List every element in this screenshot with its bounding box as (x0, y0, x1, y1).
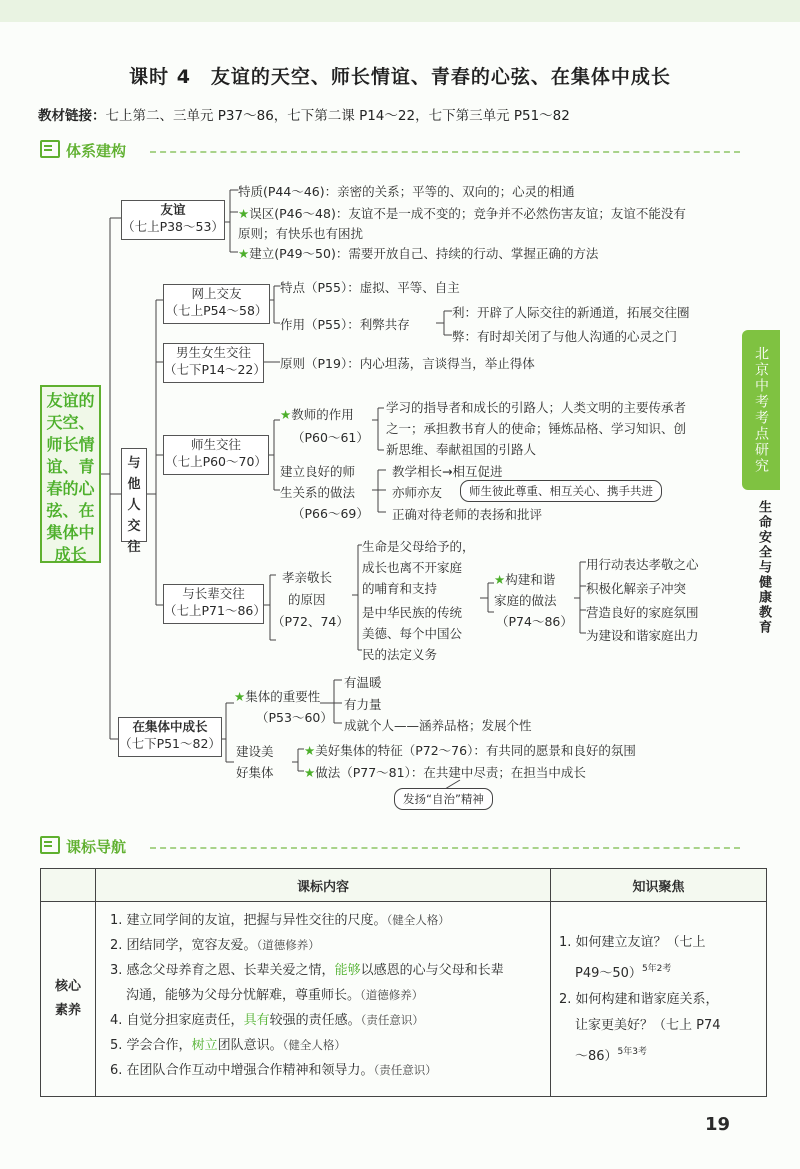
section-divider (150, 847, 740, 849)
table-corner (41, 869, 96, 902)
exam-frequency-badge: 5年3考 (617, 1047, 647, 1057)
elder-reason-b3: 民的法定义务 (362, 647, 438, 662)
standard-list (102, 908, 544, 1083)
harmony-1-text: 构建和谐 (505, 572, 556, 587)
item-tag: （健全人格） (386, 913, 450, 927)
elder-reason-b2: 美德、每个中国公 (362, 626, 463, 641)
group-node (118, 717, 222, 757)
gender-principle: 原则（P19）：内心坦荡，言谈得当，举止得体 (280, 356, 535, 371)
item-text: 建立同学间的友谊，把握与异性交往的尺度。 (126, 913, 387, 928)
group-build-practice (304, 763, 586, 781)
friendship-ref: （七上P38～53） (122, 219, 224, 234)
friendship-title: 友谊 (160, 202, 186, 217)
teacher-rel-1: 建立良好的师 (280, 464, 356, 479)
col-header-focus: 知识聚焦 (551, 869, 767, 902)
star-icon: ★ (238, 246, 250, 261)
textbook-link-text: 七上第二、三单元 P37～86，七下第二课 P14～22，七下第三单元 P51～82 (105, 108, 570, 124)
item-tag: （健全人格） (282, 1038, 346, 1052)
focus-item-1 (559, 930, 760, 987)
elder-ref: （七上P71～86） (164, 603, 266, 618)
item-number: 6. (110, 1063, 123, 1078)
item-number: 1. (110, 913, 123, 928)
item-tag: （责任意识） (373, 1063, 437, 1077)
group-title: 在集体中成长 (132, 719, 208, 734)
group-ref: （七下P51～82） (119, 736, 221, 751)
item-text: 自觉分担家庭责任， (126, 1013, 244, 1028)
item-number: 2. (110, 938, 123, 953)
teacher-title: 师生交往 (190, 437, 241, 452)
item-text: 团结同学，宽容友爱。 (126, 938, 257, 953)
focus-question-cont-2 (559, 1039, 760, 1070)
group-build-feature (304, 741, 636, 759)
item-tag: （责任意识） (360, 1013, 424, 1027)
list-item (110, 1008, 544, 1033)
item-text-cont: 团队意识。 (217, 1038, 283, 1053)
elder-reason-a3: 的哺育和支持 (362, 581, 438, 596)
harmony-1 (494, 570, 555, 588)
item-text-cont: 较强的责任感。 (269, 1013, 361, 1028)
group-build-feature-text: 美好集体的特征（P72～76）：有共同的愿景和良好的氛围 (315, 743, 636, 758)
teacher-rel-ref: （P66～69） (292, 506, 369, 521)
gender-ref: （七下P14～22） (164, 362, 266, 377)
group-build-2: 好集体 (236, 765, 274, 780)
section-title: 课标导航 (66, 838, 127, 856)
focus-ref: ～86） (575, 1049, 618, 1064)
item-highlight: 能够 (334, 963, 361, 978)
list-item (110, 933, 544, 958)
page-number: 19 (704, 1114, 730, 1135)
online-effect: 作用（P55）：利弊共存 (280, 317, 410, 332)
elder-reason-ref: （P72、74） (272, 614, 349, 629)
item-text: 学会合作， (126, 1038, 192, 1053)
group-spirit-note: 发扬“自治”精神 (394, 788, 493, 810)
harmony-practice-1: 用行动表达孝敬之心 (586, 557, 699, 572)
list-item (110, 908, 544, 933)
item-tag: （道德修养） (360, 988, 424, 1002)
standard-content-cell (96, 902, 551, 1097)
harmony-practice-3: 营造良好的家庭氛围 (586, 605, 699, 620)
teacher-ref: （七上P60～70） (165, 454, 267, 469)
gender-node (163, 343, 264, 383)
harmony-practice-2: 积极化解亲子冲突 (586, 581, 687, 596)
star-icon: ★ (280, 407, 292, 422)
elder-reason-b1: 是中华民族的传统 (362, 605, 463, 620)
online-feature: 特点（P55）：虚拟、平等、自主 (280, 280, 460, 295)
group-imp-2: 有力量 (344, 697, 382, 712)
teacher-method-3: 正确对待老师的表扬和批评 (392, 507, 543, 522)
item-number: 5. (110, 1038, 123, 1053)
friendship-build (238, 244, 598, 262)
elder-reason-2: 的原因 (288, 592, 326, 607)
online-title: 网上交友 (191, 286, 242, 301)
section-header-standard (40, 836, 126, 857)
section-title: 体系建构 (66, 142, 127, 160)
gender-title: 男生女生交往 (175, 345, 251, 360)
list-item (110, 1033, 544, 1058)
online-pro: 利：开辟了人际交往的新通道，拓展交往圈 (452, 305, 690, 320)
teacher-role-ref: （P60～61） (292, 430, 369, 445)
teacher-role-desc-1: 学习的指导者和成长的引路人；人类文明的主要传承者 (386, 400, 687, 415)
item-number: 4. (110, 1013, 123, 1028)
page-title: 课时 4 友谊的天空、师长情谊、青春的心弦、在集体中成长 (129, 66, 671, 88)
item-tag: （道德修养） (256, 938, 320, 952)
friendship-trait: 特质(P44～46)：亲密的关系；平等的、双向的；心灵的相通 (238, 184, 575, 199)
sidebar-tab-exam-research[interactable]: 北京中考考点研究 (742, 330, 780, 490)
star-icon: ★ (494, 572, 506, 587)
teacher-method-1: 教学相长→相互促进 (392, 464, 503, 479)
teacher-role-desc-3: 新思维、奉献祖国的引路人 (386, 442, 537, 457)
online-friends-node (163, 284, 270, 324)
star-icon: ★ (234, 689, 246, 704)
star-icon: ★ (304, 765, 316, 780)
elder-node (163, 584, 264, 624)
item-number: 3. (110, 963, 123, 978)
list-item (110, 1058, 544, 1083)
teacher-method-2: 亦师亦友 (392, 485, 443, 500)
knowledge-focus-cell (551, 902, 767, 1097)
focus-item-2 (559, 987, 760, 1070)
elder-title: 与长辈交往 (182, 586, 245, 601)
curriculum-table (40, 868, 767, 1097)
teacher-rel-2: 生关系的做法 (280, 485, 356, 500)
friendship-node (121, 200, 225, 240)
teacher-method-note: 师生彼此尊重、相互关心、携手共进 (460, 480, 662, 502)
online-con: 弊：有时却关闭了与他人沟通的心灵之门 (452, 329, 678, 344)
sidebar-subject-label: 生命安全与健康教育 (756, 500, 771, 635)
friendship-misconception (238, 204, 686, 222)
item-text-cont: 以感恩的心与父母和长辈 (360, 963, 504, 978)
item-text: 感念父母养育之恩、长辈关爱之情， (126, 963, 335, 978)
group-imp-3: 成就个人——涵养品格；发展个性 (344, 718, 532, 733)
list-item (110, 983, 544, 1008)
group-imp-1: 有温暖 (344, 675, 382, 690)
teacher-role-desc-2: 之一；承担教书育人的使命；锤炼品格、学习知识、创 (386, 421, 687, 436)
group-build-practice-text: 做法（P77～81）：在共建中尽责；在担当中成长 (315, 765, 586, 780)
col-header-content: 课标内容 (96, 869, 551, 902)
friendship-build-text: 建立(P49～50)：需要开放自己、持续的行动、掌握正确的方法 (249, 246, 599, 261)
elder-reason-a2: 成长也离不开家庭 (362, 560, 463, 575)
harmony-2: 家庭的做法 (494, 593, 557, 608)
textbook-link-label: 教材链接： (38, 108, 106, 124)
list-item (110, 958, 544, 983)
with-others-node: 与他人交往 (121, 448, 147, 542)
focus-question: 1. 如何建立友谊？（七上 (559, 935, 706, 950)
group-build-1: 建设美 (236, 744, 274, 759)
group-importance-ref: （P53～60） (256, 710, 333, 725)
group-importance (234, 687, 320, 705)
elder-reason-a1: 生命是父母给予的， (362, 539, 475, 554)
focus-ref: P49～50） (575, 966, 642, 981)
item-highlight: 具有 (243, 1013, 270, 1028)
harmony-ref: （P74～86） (496, 614, 573, 629)
friendship-misconception-text: 误区(P46～48)：友谊不是一成不变的；竞争并不必然伤害友谊；友谊不能没有 (249, 206, 686, 221)
focus-question-cont: 让家更美好？（七上 P74 (575, 1018, 721, 1033)
elder-reason-1: 孝亲敬长 (282, 570, 333, 585)
root-topic: 友谊的天空、师长情谊、青春的心弦、在集体中成长 (40, 385, 101, 563)
row-label (41, 902, 96, 1097)
teacher-node (163, 435, 269, 475)
exam-frequency-badge: 5年2考 (641, 964, 672, 974)
notebook-icon (40, 836, 60, 854)
item-highlight: 树立 (191, 1038, 218, 1053)
online-ref: （七上P54～58） (165, 303, 268, 318)
focus-question: 2. 如何构建和谐家庭关系， (559, 992, 719, 1007)
teacher-role-text: 教师的作用 (291, 407, 354, 422)
friendship-misconception-cont: 原则；有快乐也有困扰 (238, 226, 364, 241)
row-label-text: 核心素养 (54, 979, 81, 1018)
item-text: 在团队合作互动中增强合作精神和领导力。 (126, 1063, 374, 1078)
harmony-practice-4: 为建设和谐家庭出力 (586, 628, 699, 643)
group-importance-text: 集体的重要性 (245, 689, 321, 704)
teacher-role (280, 405, 354, 423)
item-text: 沟通，能够为父母分忧解难，尊重师长。 (126, 988, 361, 1003)
star-icon: ★ (304, 743, 316, 758)
star-icon: ★ (238, 206, 250, 221)
focus-question-cont (559, 956, 760, 987)
